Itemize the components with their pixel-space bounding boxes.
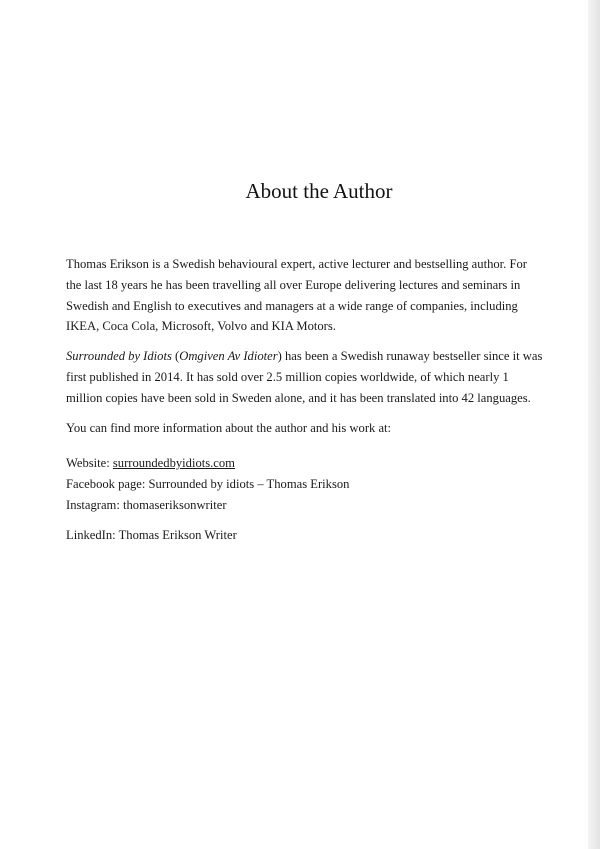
bio-line: the last 18 years he has been travelling all over Europe delivering lectures and seminars in xyxy=(66,277,521,292)
website-link[interactable]: surroundedbyidiots.com xyxy=(112,456,235,471)
paren-open: ( xyxy=(171,349,180,364)
website-label: Website: xyxy=(66,456,113,471)
author-bio-paragraph xyxy=(66,254,586,337)
bio-line: Swedish and English to executives and managers at a wide range of companies, including xyxy=(66,298,518,313)
more-info-paragraph: You can find more information about the author and his work at: xyxy=(66,420,392,435)
book-line: ) has been a Swedish runaway bestseller since it was xyxy=(277,349,543,364)
book-line: first published in 2014. It has sold over 2.5 million copies worldwide, of which nearly 1 xyxy=(66,369,509,384)
linkedin-line: LinkedIn: Thomas Erikson Writer xyxy=(66,527,237,542)
website-line xyxy=(66,453,586,474)
page-edge-shadow xyxy=(588,0,600,849)
book-title: Surrounded by Idiots xyxy=(66,349,172,364)
book-line: million copies have been sold in Sweden alone, and it has been translated into 42 languages. xyxy=(66,390,531,405)
page-title: About the Author xyxy=(245,179,393,203)
original-title: Omgiven Av Idioter xyxy=(179,349,278,364)
document-body xyxy=(66,254,586,546)
bio-line: IKEA, Coca Cola, Microsoft, Volvo and KIA Motors. xyxy=(66,319,336,334)
bio-line: Thomas Erikson is a Swedish behavioural expert, active lecturer and bestselling author. For xyxy=(66,257,527,271)
contact-list xyxy=(66,453,586,545)
facebook-line: Facebook page: Surrounded by idiots – Thomas Erikson xyxy=(66,477,350,492)
book-paragraph xyxy=(66,346,586,408)
instagram-line: Instagram: thomaseriksonwriter xyxy=(66,497,227,512)
